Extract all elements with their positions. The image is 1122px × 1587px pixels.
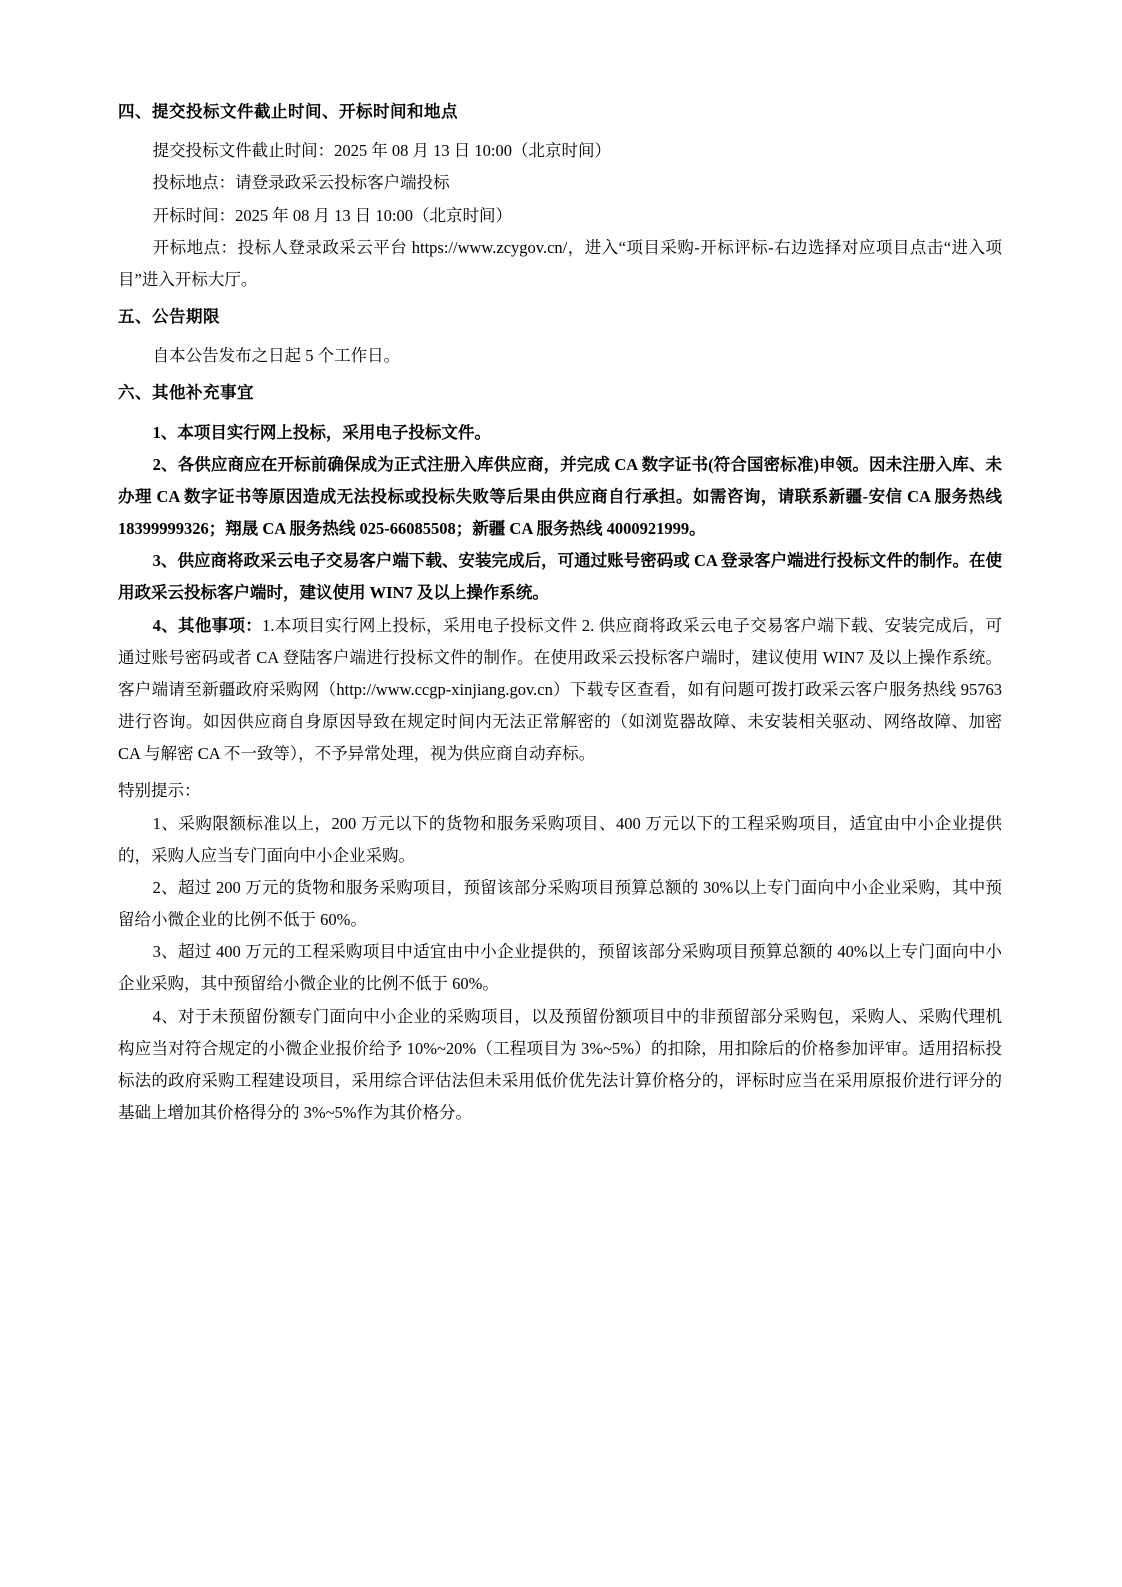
opening-time-line: 开标时间：2025 年 08 月 13 日 10:00（北京时间） bbox=[152, 205, 512, 225]
section-heading-6: 六、其他补充事宜 bbox=[118, 383, 254, 403]
document-body bbox=[118, 96, 1002, 1129]
special-notice-title: 特别提示： bbox=[118, 781, 201, 801]
supplement-item-1: 1、本项目实行网上投标，采用电子投标文件。 bbox=[152, 422, 491, 442]
special-notice-item-2: 2、超过 200 万元的货物和服务采购项目，预留该部分采购项目预算总额的 30%以上专门面向中小企业采购，其中预留给小微企业的比例不低于 60%。 bbox=[118, 877, 1002, 930]
supplement-item-4-text: 1.本项目实行网上投标，采用电子投标文件 2. 供应商将政采云电子交易客户端下载、安装完成后，可通过账号密码或者 CA 登陆客户端进行投标文件的制作。在使用政采云投标客户端时，建议使用 WIN7 及以上操作系统。客户端请至新疆政府采购网（http://www.ccgp-xinjiang.gov.cn）下载专区查看，如有问题可拨打政采云客户服务热线 95763 进行咨询。如因供应商自身原因导致在规定时间内无法正常解密的（如浏览器故障、未安装相关驱动、网络故障、加密 CA 与解密 CA 不一致等），不予异常处理，视为供应商自动弃标。 bbox=[118, 615, 1003, 764]
supplement-item-4 bbox=[118, 610, 1002, 771]
supplement-item-2: 2、各供应商应在开标前确保成为正式注册入库供应商，并完成 CA 数字证书(符合国密标准)申领。因未注册入库、未办理 CA 数字证书等原因造成无法投标或投标失败等后果由供应商自行承担。如需咨询，请联系新疆-安信 CA 服务热线 18399999326；翔晟 CA 服务热线 025-66085508；新疆 CA 服务热线 4000921999。 bbox=[118, 454, 1002, 539]
section-heading-5: 五、公告期限 bbox=[118, 307, 220, 327]
bid-location-line: 投标地点：请登录政采云投标客户端投标 bbox=[152, 173, 450, 193]
notice-period-line: 自本公告发布之日起 5 个工作日。 bbox=[152, 346, 401, 366]
special-notice-item-1: 1、采购限额标准以上，200 万元以下的货物和服务采购项目、400 万元以下的工程采购项目，适宜由中小企业提供的，采购人应当专门面向中小企业采购。 bbox=[118, 813, 1002, 865]
special-notice-item-4: 4、对于未预留份额专门面向中小企业的采购项目，以及预留份额项目中的非预留部分采购包，采购人、采购代理机构应当对符合规定的小微企业报价给予 10%~20%（工程项目为 3%~5%）的扣除，用扣除后的价格参加评审。适用招标投标法的政府采购工程建设项目，采用综合评估法但未采用低价优先法计算价格分的，评标时应当在采用原报价进行评分的基础上增加其价格得分的 3%~5%作为其价格分。 bbox=[118, 1006, 1002, 1123]
section-heading-4: 四、提交投标文件截止时间、开标时间和地点 bbox=[118, 102, 458, 121]
submission-deadline-line: 提交投标文件截止时间：2025 年 08 月 13 日 10:00（北京时间） bbox=[152, 141, 611, 161]
special-notice-item-3: 3、超过 400 万元的工程采购项目中适宜由中小企业提供的，预留该部分采购项目预算总额的 40%以上专门面向中小企业采购，其中预留给小微企业的比例不低于 60%。 bbox=[118, 942, 1002, 994]
supplement-item-3: 3、供应商将政采云电子交易客户端下载、安装完成后，可通过账号密码或 CA 登录客户端进行投标文件的制作。在使用政采云投标客户端时，建议使用 WIN7 及以上操作系统。 bbox=[118, 551, 1002, 603]
supplement-item-4-label: 4、其他事项： bbox=[152, 615, 263, 635]
opening-location-line: 开标地点：投标人登录政采云平台 https://www.zcygov.cn/，进入“项目采购-开标评标-右边选择对应项目点击“进入项目”进入开标大厅。 bbox=[118, 237, 1002, 289]
